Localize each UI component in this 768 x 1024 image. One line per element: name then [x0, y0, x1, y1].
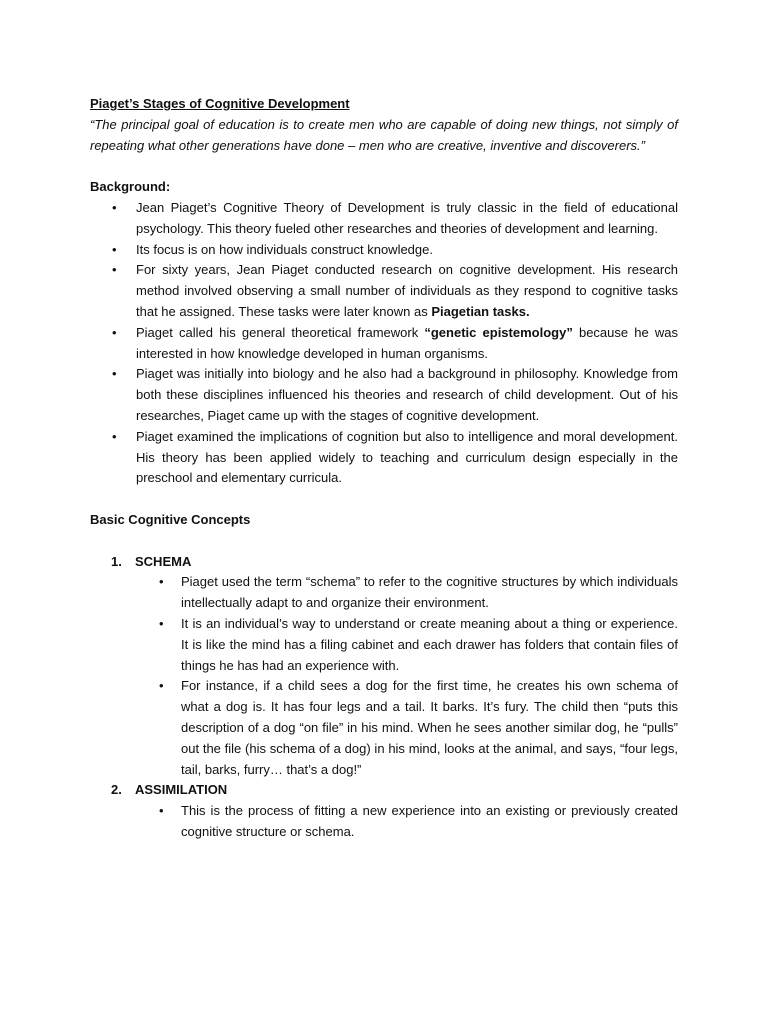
document-page	[90, 94, 678, 843]
concept-bullet: • For instance, if a child sees a dog for the first time, he creates his own schema of what a dog is. It has four legs and a tail. It barks. It’s fury. The child then “puts this description of a dog “on file” in his mind. When he sees another similar dog, he “pulls” out the file (his schema of a dog) in his mind, looks at the animal, and says, “four legs, tail, barks, furry… that’s a dog!”	[181, 676, 678, 780]
background-item: • Piaget called his general theoretical framework “genetic epistemology” because he was interested in how knowledge developed in human organisms.	[136, 323, 678, 365]
background-list	[90, 198, 678, 489]
concept-bullet: • Piaget used the term “schema” to refer to the cognitive structures by which individuals intellectually adapt to and organize their environment.	[181, 572, 678, 614]
concept-bullets	[135, 801, 678, 843]
spacer	[90, 489, 678, 510]
concept-title: ASSIMILATION	[135, 782, 228, 798]
background-item: • Jean Piaget’s Cognitive Theory of Development is truly classic in the field of educational psychology. This theory fueled other researches and theories of development and learning.	[136, 198, 678, 240]
concept-bullet: • This is the process of fitting a new experience into an existing or previously created cognitive structure or schema.	[181, 801, 678, 843]
background-item: • For sixty years, Jean Piaget conducted research on cognitive development. His research method involved observing a small number of individuals as they respond to cognitive tasks that he assigned. These tasks were later known as Piagetian tasks.	[136, 260, 678, 322]
spacer	[90, 156, 678, 177]
background-item: • Piaget was initially into biology and he also had a background in philosophy. Knowledge from both these disciplines influenced his theories and research of child development. Out of his researches, Piaget came up with the stages of cognitive development.	[136, 364, 678, 426]
background-item: • Its focus is on how individuals construct knowledge.	[136, 240, 678, 261]
concept-bullet: • It is an individual’s way to understand or create meaning about a thing or experience. It is like the mind has a filing cabinet and each drawer has folders that contain files of things he has had an experience with.	[181, 614, 678, 676]
concept-item	[111, 780, 678, 842]
spacer	[90, 531, 678, 552]
background-item: • Piaget examined the implications of cognition but also to intelligence and moral development. His theory has been applied widely to teaching and curriculum design especially in the preschool and elementary curricula.	[136, 427, 678, 489]
concept-number: 1.	[111, 553, 122, 569]
concepts-list	[90, 552, 678, 843]
concept-item	[111, 552, 678, 781]
epigraph-quote: “The principal goal of education is to create men who are capable of doing new things, not simply of repeating what other generations have done – men who are creative, inventive and discoverers.”	[90, 116, 678, 153]
concept-number: 2.	[111, 782, 122, 798]
document-title: Piaget’s Stages of Cognitive Development	[90, 96, 350, 111]
emphasis-text: Piagetian tasks.	[431, 303, 530, 319]
concept-title: SCHEMA	[135, 553, 192, 569]
concepts-heading: Basic Cognitive Concepts	[90, 511, 251, 527]
concept-bullets	[135, 572, 678, 780]
background-heading: Background:	[90, 179, 171, 195]
emphasis-text: “genetic epistemology”	[424, 324, 573, 340]
